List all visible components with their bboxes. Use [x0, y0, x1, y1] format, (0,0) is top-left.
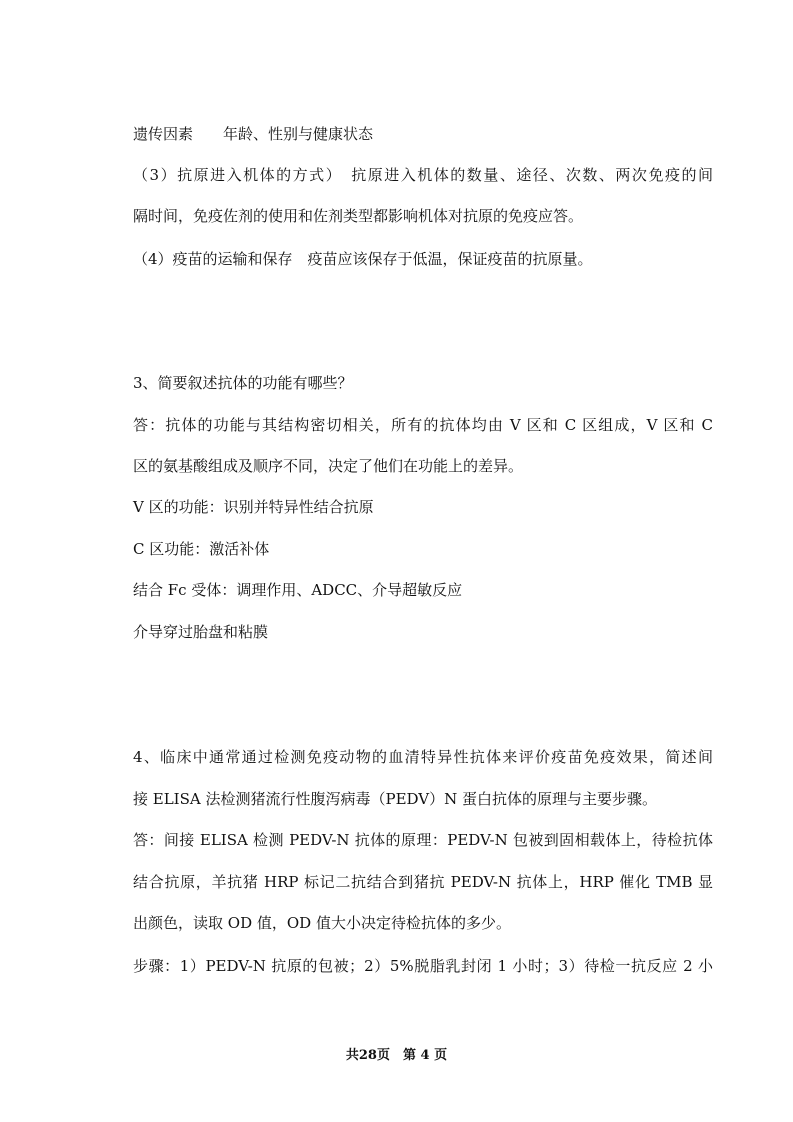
steps-line: 步骤：1）PEDV-N 抗原的包被；2）5%脱脂乳封闭 1 小时；3）待检一抗反应 2 小	[133, 957, 713, 975]
text-line-vaccine-storage: （4）疫苗的运输和保存 疫苗应该保存于低温，保证疫苗的抗原量。	[133, 250, 593, 268]
text-line-heredity: 遗传因素 年龄、性别与健康状态	[133, 125, 374, 143]
question-4-line-1: 4、临床中通常通过检测免疫动物的血清特异性抗体来评价疫苗免疫效果，简述间	[133, 748, 713, 766]
text-line-interval: 隔时间，免疫佐剂的使用和佐剂类型都影响机体对抗原的免疫应答。	[133, 207, 584, 225]
answer-3-line-1: 答：抗体的功能与其结构密切相关，所有的抗体均由 V 区和 C 区组成，V 区和 C	[133, 416, 713, 434]
answer-4-line-1: 答：间接 ELISA 检测 PEDV-N 抗体的原理：PEDV-N 包被到固相载体上，待检抗体	[133, 831, 713, 849]
answer-3-line-2: 区的氨基酸组成及顺序不同，决定了他们在功能上的差异。	[133, 457, 524, 475]
fc-receptor-binding: 结合 Fc 受体：调理作用、ADCC、介导超敏反应	[133, 581, 463, 599]
answer-4-line-3: 出颜色，读取 OD 值，OD 值大小决定待检抗体的多少。	[133, 914, 511, 932]
question-3-heading: 3、简要叙述抗体的功能有哪些？	[133, 374, 353, 392]
text-line-antigen-entry: （3）抗原进入机体的方式） 抗原进入机体的数量、途径、次数、两次免疫的间	[133, 166, 713, 184]
v-region-function: V 区的功能：识别并特异性结合抗原	[133, 498, 374, 516]
answer-4-line-2: 结合抗原，羊抗猪 HRP 标记二抗结合到猪抗 PEDV-N 抗体上，HRP 催化 TMB 显	[133, 873, 713, 891]
placenta-mucosa: 介导穿过胎盘和粘膜	[133, 623, 269, 641]
question-4-line-2: 接 ELISA 法检测猪流行性腹泻病毒（PEDV）N 蛋白抗体的原理与主要步骤。	[133, 790, 658, 808]
c-region-function: C 区功能：激活补体	[133, 540, 270, 558]
page-number-footer: 共28页 第 4 页	[345, 1048, 448, 1063]
